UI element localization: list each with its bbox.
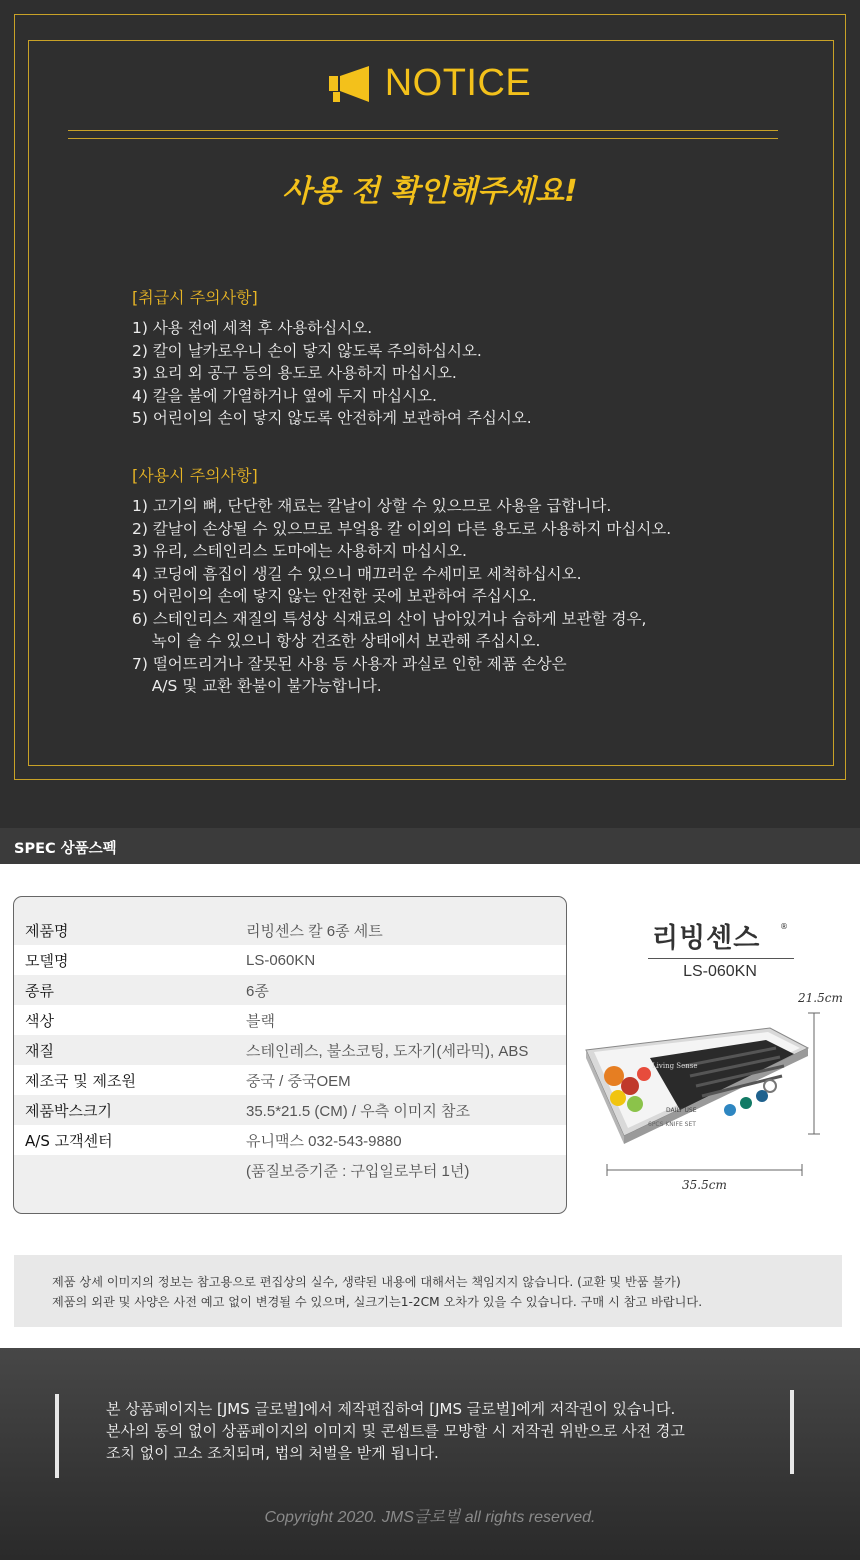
spec-row <box>14 1155 566 1185</box>
spec-key: 재질 <box>25 1041 54 1060</box>
svg-text:®: ® <box>780 922 788 931</box>
spec-key: 색상 <box>25 1011 54 1030</box>
usage-list <box>132 495 671 698</box>
copyright-notice-line: 조치 없이 고소 조치되며, 법의 처벌을 받게 됩니다. <box>106 1444 439 1462</box>
spec-row <box>14 1065 566 1095</box>
notice-heading <box>0 62 860 105</box>
spec-row <box>14 1095 566 1125</box>
list-item: 5) 어린이의 손이 닿지 않도록 안전하게 보관하여 주십시오. <box>132 409 532 427</box>
copyright-notice-line: 본사의 동의 없이 상품페이지의 이미지 및 콘셉트를 모방할 시 저작권 위반으로 사전 경고 <box>106 1422 685 1440</box>
spec-value: LS-060KN <box>246 951 316 969</box>
copyright-text: Copyright 2020. JMS글로벌 all rights reserved. <box>264 1509 596 1526</box>
list-item: 4) 칼을 불에 가열하거나 옆에 두지 마십시오. <box>132 386 437 405</box>
disclaimer-box <box>14 1255 842 1327</box>
list-item: 녹이 슬 수 있으니 항상 건조한 상태에서 보관해 주십시오. <box>132 632 541 650</box>
svg-text:6PCS KNIFE SET: 6PCS KNIFE SET <box>648 1121 696 1128</box>
list-item: 6) 스테인리스 재질의 특성상 식재료의 산이 남아있거나 습하게 보관할 경우, <box>132 609 647 628</box>
list-item: 2) 칼날이 손상될 수 있으므로 부엌용 칼 이외의 다른 용도로 사용하지 마십시오. <box>132 519 672 538</box>
disclaimer-line: 제품의 외관 및 사양은 사전 예고 없이 변경될 수 있으며, 실크기는1-2CM 오차가 있을 수 있습니다. 구매 시 참고 바랍니다. <box>52 1295 703 1309</box>
brand-name: 리빙센스 <box>652 923 761 954</box>
list-item: 1) 사용 전에 세척 후 사용하십시오. <box>132 319 373 337</box>
svg-text:DAILY USE: DAILY USE <box>666 1107 697 1114</box>
width-dimension-label: 35.5cm <box>682 1178 727 1192</box>
list-item: 1) 고기의 뼈, 단단한 재료는 칼날이 상할 수 있으므로 사용을 급합니다. <box>132 497 612 515</box>
spec-key: 제조국 및 제조원 <box>25 1071 136 1090</box>
svg-text:Living Sense: Living Sense <box>652 1062 698 1070</box>
list-item: 7) 떨어뜨리거나 잘못된 사용 등 사용자 과실로 인한 제품 손상은 <box>132 654 567 673</box>
handling-list <box>132 317 532 430</box>
footer-bar-left <box>55 1394 59 1478</box>
spec-row <box>14 975 566 1005</box>
spec-value: 블랙 <box>246 1012 275 1030</box>
spec-value: (품질보증기준 : 구입일로부터 1년) <box>246 1162 470 1180</box>
spec-key: 모델명 <box>25 951 69 970</box>
spec-key: A/S 고객센터 <box>25 1131 113 1150</box>
list-item: 4) 코딩에 흠집이 생길 수 있으니 매끄러운 수세미로 세척하십시오. <box>132 564 582 583</box>
disclaimer-line: 제품 상세 이미지의 정보는 참고용으로 편집상의 실수, 생략된 내용에 대해서는 책임지지 않습니다. (교환 및 반품 불가) <box>52 1275 681 1289</box>
copyright-footer <box>0 1348 860 1560</box>
notice-divider-top <box>68 130 778 131</box>
spec-value: 유니맥스 032-543-9880 <box>246 1132 402 1150</box>
notice-subtitle: 사용 전 확인해주세요! <box>282 174 578 209</box>
spec-value: 스테인레스, 불소코팅, 도자기(세라믹), ABS <box>246 1042 529 1060</box>
list-item: 5) 어린이의 손에 닿지 않는 안전한 곳에 보관하여 주십시오. <box>132 587 537 605</box>
handling-heading: [취급시 주의사항] <box>132 288 258 307</box>
list-item: 2) 칼이 날카로우니 손이 닿지 않도록 주의하십시오. <box>132 341 482 360</box>
list-item: 3) 유리, 스테인리스 도마에는 사용하지 마십시오. <box>132 542 467 560</box>
product-model-label: LS-060KN <box>683 963 757 980</box>
notice-divider-bottom <box>68 138 778 139</box>
usage-heading: [사용시 주의사항] <box>132 466 258 485</box>
notice-title: NOTICE <box>384 62 532 104</box>
list-item: 3) 요리 외 공구 등의 용도로 사용하지 마십시오. <box>132 364 457 382</box>
spec-table <box>13 896 567 1214</box>
spec-value: 리빙센스 칼 6종 세트 <box>246 922 383 940</box>
copyright-notice <box>106 1398 685 1464</box>
spec-row <box>14 1005 566 1035</box>
spec-row <box>14 945 566 975</box>
spec-row <box>14 1125 566 1155</box>
copyright-notice-line: 본 상품페이지는 [JMS 글로벌]에서 제작편집하여 [JMS 글로벌]에게 저작권이 있습니다. <box>106 1400 676 1418</box>
spec-value: 6종 <box>246 982 269 1000</box>
product-image-panel <box>580 900 850 1200</box>
spec-key: 제품박스크기 <box>25 1101 112 1120</box>
spec-value: 35.5*21.5 (CM) / 우측 이미지 참조 <box>246 1102 470 1120</box>
spec-value: 중국 / 중국OEM <box>246 1072 351 1090</box>
spec-section-bar <box>0 828 860 864</box>
list-item: A/S 및 교환 환불이 불가능합니다. <box>132 677 382 695</box>
height-dimension-label: 21.5cm <box>798 991 843 1005</box>
spec-row <box>14 1035 566 1065</box>
footer-bar-right <box>790 1390 794 1474</box>
spec-key: 종류 <box>25 981 54 1000</box>
spec-row <box>14 915 566 945</box>
spec-key: 제품명 <box>25 921 69 940</box>
megaphone-icon <box>329 65 371 103</box>
spec-section-title: SPEC 상품스펙 <box>14 841 117 857</box>
product-box-illustration <box>580 900 850 1200</box>
